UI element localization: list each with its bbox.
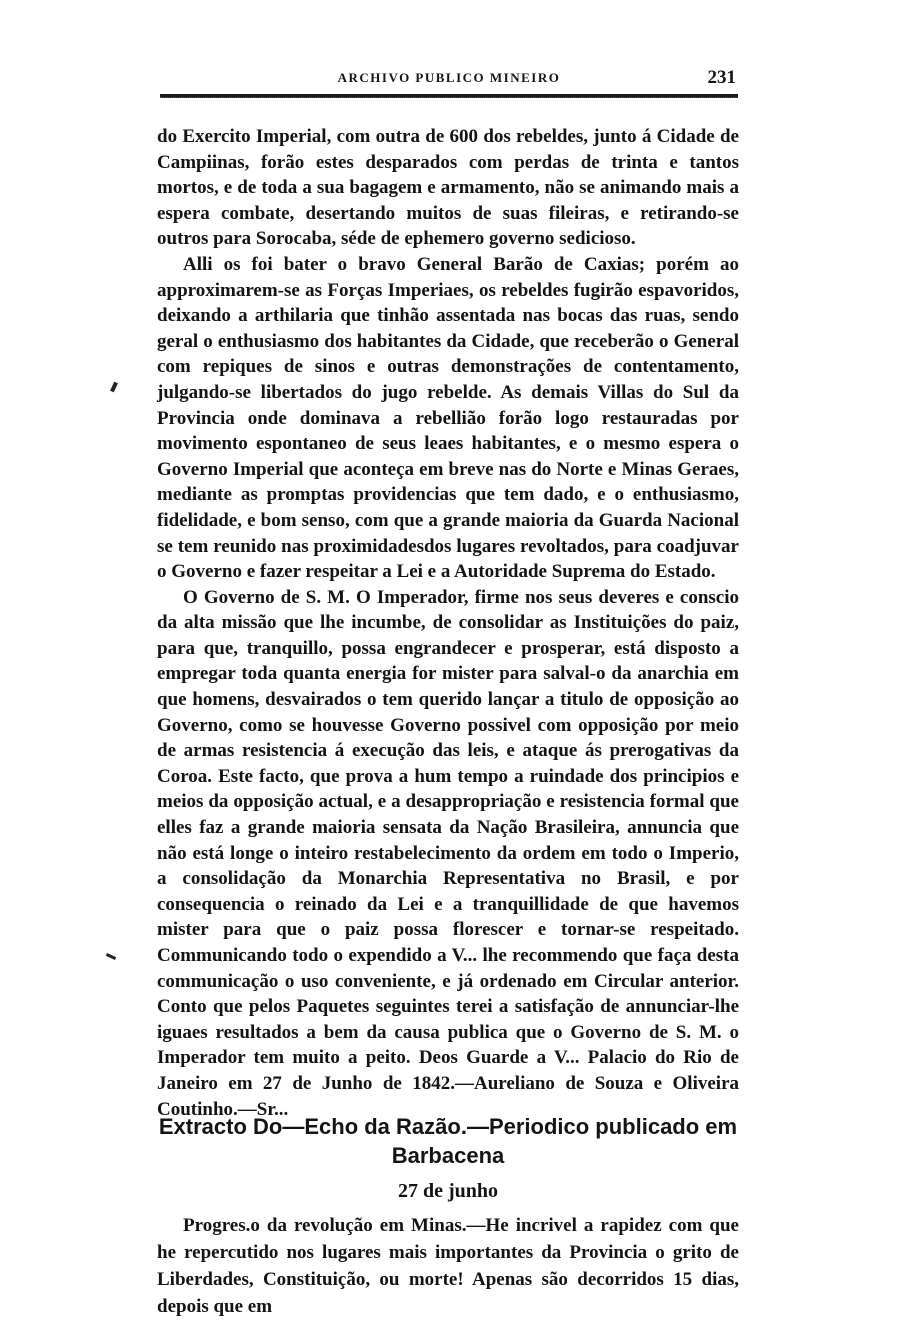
margin-mark-1	[110, 382, 118, 393]
paragraph-1: do Exercito Imperial, com outra de 600 dos rebeldes, junto á Cidade de Campiinas, forão estes desparados com perdas de trinta e tantos mortos, e de toda a sua bagagem e armamento, não se animando mais a espera combate, desertando muitos de suas fileiras, e retirando-se outros para Sorocaba, séde de ephemero governo sedicioso.	[157, 126, 739, 250]
date-line: 27 de junho	[397, 1180, 499, 1202]
page-number: 231	[707, 67, 736, 88]
paragraph-2: Alli os foi bater o bravo General Barão de Caxias; porém ao approximarem-se as Forças Imperiaes, os rebeldes fugirão espavoridos, deixando a arthilaria que tinhão assentada nas bocas das ruas, sendo geral o enthusiasmo dos habitantes da Cidade, que receberão o General com repiques de sinos e outras demonstrações de contentamento, julgando-se libertados do jugo rebelde. As demais Villas do Sul da Provincia onde dominava a rebellião forão logo restauradas por movimento espontaneo de seus leaes habitantes, e o mesmo espera o Governo Imperial que aconteça em breve nas do Norte e Minas Geraes, mediante as promptas providencias que tem dado, e o enthusiasmo, fidelidade, e bom senso, com que a grande maioria da Guarda Nacional se tem reunido nas proximidadesdos lugares revoltados, para coadjuvar o Governo e fazer respeitar a Lei e a Autoridade Suprema do Estado.	[157, 253, 739, 583]
header-rule	[160, 94, 738, 98]
section-heading: Extracto Do—Echo da Razão.—Periodico publicado em Barbacena	[158, 1114, 738, 1168]
main-text	[157, 124, 739, 1122]
paragraph-3: O Governo de S. M. O Imperador, firme nos seus deveres e conscio da alta missão que lhe incumbe, de consolidar as Instituições do paiz, para que, tranquillo, possa engrandecer e prosperar, está disposto a empregar toda quanta energia for mister para salval-o da anarchia em que homens, desvairados o tem querido lançar a titulo de opposição ao Governo, como se houvesse Governo possivel com opposição por meio de armas resistencia á execução das leis, e ataque ás prerogativas da Coroa. Este facto, que prova a hum tempo a ruindade dos principios e meios da opposição actual, e a desappropriação e resistencia formal que elles faz a grande maioria sensata da Nação Brasileira, annuncia que não está longe o inteiro restabelecimento da ordem em todo o Imperio, a consolidação da Monarchia Representativa no Brasil, e por consequencia o reinado da Lei e a tranquillidade de que havemos mister para que o paiz possa florescer e tornar-se respeitado. Communicando todo o expendido a V... lhe recommendo que faça desta communicação o uso conveniente, e já ordenado em Circular anterior. Conto que pelos Paquetes seguintes terei a satisfação de annunciar-lhe iguaes resultados a bem da causa publica que o Governo de S. M. o Imperador tem muito a peito. Deos Guarde a V... Palacio do Rio de Janeiro em 27 de Junho de 1842.—Aureliano de Souza e Oliveira Coutinho.—Sr...	[157, 586, 739, 1120]
paragraph-4: Progres.o da revolução em Minas.—He incrivel a rapidez com que he repercutido nos lugares mais importantes da Provincia o grito de Liberdades, Constituição, ou morte! Apenas são decorridos 15 dias, depois que em	[157, 1215, 739, 1317]
page-header	[162, 68, 736, 90]
running-head: ARCHIVO PUBLICO MINEIRO	[337, 70, 561, 85]
final-text	[157, 1212, 739, 1320]
margin-mark-2	[106, 953, 116, 960]
